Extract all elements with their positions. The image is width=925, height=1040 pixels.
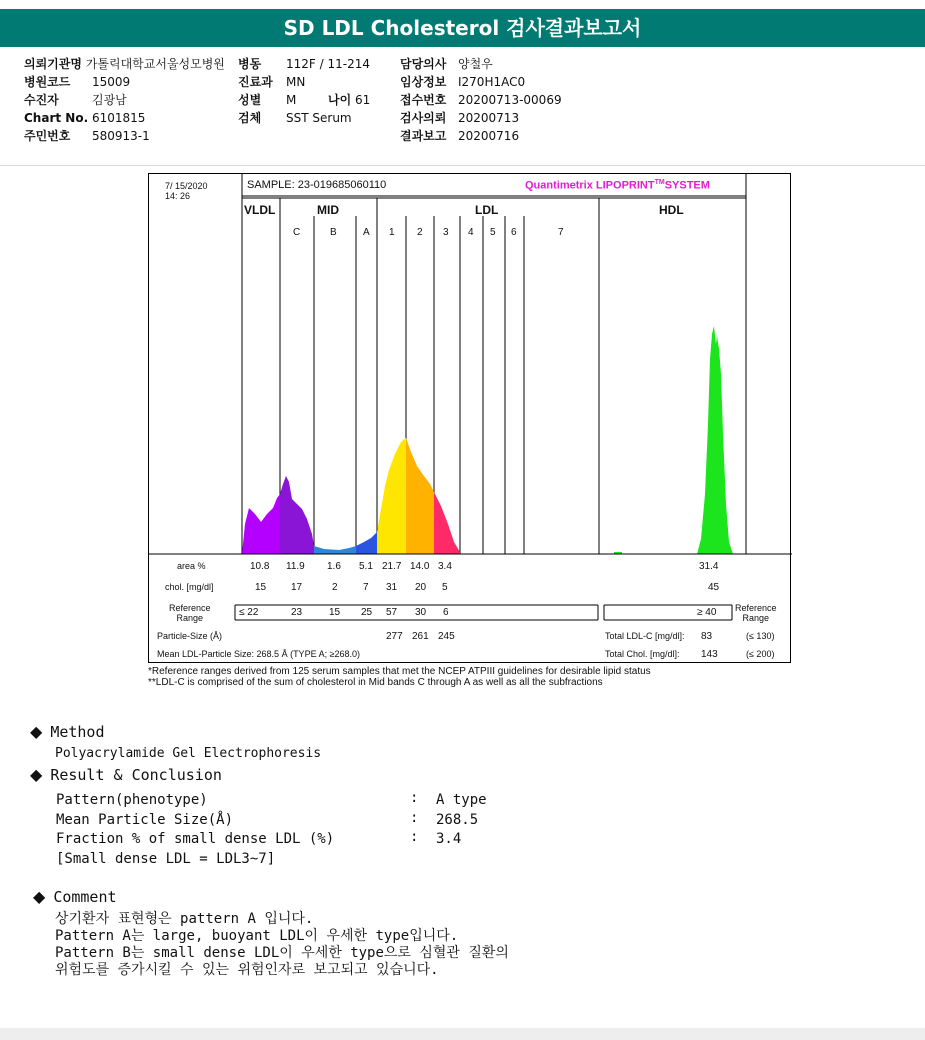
info-column-2 [238, 55, 398, 127]
chol-label: chol. [mg/dl] [165, 582, 214, 592]
ref-b: 15 [329, 607, 341, 618]
ldl1-peak [377, 438, 406, 554]
band-5: 5 [490, 227, 496, 238]
total-chol-value: 143 [701, 649, 718, 660]
electrophoresis-graph [149, 174, 792, 664]
ref-label-right: Reference Range [735, 603, 777, 623]
report-time: 14: 26 [165, 191, 191, 201]
report-date: 7/ 15/2020 [165, 181, 208, 191]
sample-id: SAMPLE: 23-019685060110 [247, 179, 387, 191]
info-row: 검사의뢰 20200713 [400, 111, 520, 125]
ref-a: 25 [361, 607, 373, 618]
result-value: 268.5 [436, 812, 479, 828]
band-3: 3 [443, 227, 449, 238]
chol-a: 7 [363, 582, 369, 593]
info-row: 주민번호 580913-1 [24, 129, 150, 143]
info-row: 임상정보 I270H1AC0 [400, 75, 526, 89]
chol-ldl1: 31 [386, 582, 398, 593]
age-label: 나이 [328, 93, 352, 107]
info-row: 결과보고 20200716 [400, 129, 520, 143]
result-label: Pattern(phenotype) [56, 792, 208, 808]
group-mid: MID [317, 203, 339, 217]
band-a: A [363, 227, 370, 238]
ref-ldl2: 30 [415, 607, 427, 618]
footnote-1: *Reference ranges derived from 125 serum samples that met the NCEP ATPIII guidelines for desirable lipid status [148, 666, 651, 677]
info-row: 접수번호 20200713-00069 [400, 93, 562, 107]
diamond-icon: ◆ [33, 887, 46, 906]
vldl-peak [242, 494, 280, 554]
total-chol-label: Total Chol. [mg/dl]: [605, 649, 680, 659]
comment-line: Pattern B는 small dense LDL이 우세한 type으로 심혈관 질환의 [55, 945, 509, 961]
band-b: B [330, 227, 337, 238]
band-2: 2 [417, 227, 423, 238]
ref-ldl3: 6 [443, 607, 449, 618]
chol-vldl: 15 [255, 582, 267, 593]
info-row: 진료과 MN [238, 75, 306, 89]
area-c: 11.9 [286, 561, 305, 572]
info-row: 검체 SST Serum [238, 111, 352, 125]
brand-name: Quantimetrix LIPOPRINT™SYSTEM [525, 179, 710, 192]
total-ldl-ref: (≤ 130) [746, 631, 775, 641]
band-1: 1 [389, 227, 395, 238]
mid-c-peak [280, 476, 314, 554]
psize-ldl1: 277 [386, 631, 403, 642]
footnote-2: **LDL-C is comprised of the sum of cholesterol in Mid bands C through A as well as all the subfractions [148, 677, 603, 688]
diamond-icon: ◆ [30, 765, 43, 784]
ref-vldl: ≤ 22 [239, 607, 259, 618]
diamond-icon: ◆ [30, 722, 43, 741]
area-a: 5.1 [359, 561, 373, 572]
info-column-1 [24, 55, 225, 145]
total-chol-ref: (≤ 200) [746, 649, 775, 659]
comment-heading: ◆ Comment [33, 887, 117, 906]
result-heading: ◆ Result & Conclusion [30, 765, 222, 784]
result-label: Mean Particle Size(Å) [56, 812, 234, 828]
mid-a-peak [356, 532, 377, 554]
ref-hdl: ≥ 40 [697, 607, 717, 618]
comment-line: 위험도를 증가시킬 수 있는 위험인자로 보고되고 있습니다. [55, 962, 439, 978]
result-note: [Small dense LDL = LDL3~7] [56, 851, 276, 867]
info-row: 병원코드 15009 [24, 75, 131, 89]
hdl-peak [697, 326, 733, 554]
info-row: 병동 112F / 11-214 [238, 57, 370, 71]
band-7: 7 [558, 227, 564, 238]
chol-ldl3: 5 [442, 582, 448, 593]
psize-ldl3: 245 [438, 631, 455, 642]
psize-ldl2: 261 [412, 631, 429, 642]
area-b: 1.6 [327, 561, 341, 572]
chol-ldl2: 20 [415, 582, 427, 593]
area-ldl1: 21.7 [382, 561, 402, 572]
result-value: 3.4 [436, 831, 462, 847]
divider [0, 165, 925, 166]
result-value: A type [436, 792, 487, 808]
band-6: 6 [511, 227, 517, 238]
result-sep: : [410, 810, 419, 826]
report-title: SD LDL Cholesterol 검사결과보고서 [0, 9, 925, 47]
area-ldl2: 14.0 [410, 561, 430, 572]
info-row: 수진자 김광남 [24, 93, 127, 107]
band-c: C [293, 227, 301, 238]
method-text: Polyacrylamide Gel Electrophoresis [55, 746, 322, 761]
mid-b-peak [314, 546, 356, 554]
info-row: 의뢰기관명 가톨릭대학교서울성모병원 [24, 57, 225, 71]
method-heading: ◆ Method [30, 722, 105, 741]
chol-c: 17 [291, 582, 303, 593]
info-column-3 [400, 55, 562, 145]
comment-line: Pattern A는 large, buoyant LDL이 우세한 type입니다. [55, 928, 459, 944]
info-row: Chart No. 6101815 [24, 111, 146, 125]
ref-c: 23 [291, 607, 303, 618]
area-ldl3: 3.4 [438, 561, 452, 572]
ldl2-peak [406, 438, 434, 554]
info-row: 담당의사 양철우 [400, 57, 493, 71]
ref-label-left: Reference Range [169, 603, 211, 623]
area-label: area % [177, 561, 206, 571]
mean-ldl-size: Mean LDL-Particle Size: 268.5 Å (TYPE A; ≥268.0) [157, 649, 361, 659]
ldl3-peak [434, 492, 460, 554]
chol-b: 2 [332, 582, 338, 593]
group-ldl: LDL [475, 203, 499, 217]
info-row: 성별 M 나이 61 [238, 93, 371, 107]
total-ldl-value: 83 [701, 631, 713, 642]
result-label: Fraction % of small dense LDL (%) [56, 831, 335, 847]
chol-hdl: 45 [708, 582, 720, 593]
ref-ldl1: 57 [386, 607, 398, 618]
age-value: 61 [355, 93, 371, 107]
particle-size-label: Particle-Size (Å) [157, 631, 223, 641]
result-sep: : [410, 790, 419, 806]
area-vldl: 10.8 [250, 561, 270, 572]
group-vldl: VLDL [244, 203, 276, 217]
band-4: 4 [468, 227, 474, 238]
comment-line: 상기환자 표현형은 pattern A 입니다. [55, 911, 314, 927]
area-hdl: 31.4 [699, 561, 719, 572]
page-bottom-bar [0, 1028, 925, 1040]
group-hdl: HDL [659, 203, 684, 217]
lipoprint-report [148, 173, 791, 663]
result-sep: : [410, 829, 419, 845]
total-ldl-label: Total LDL-C [mg/dl]: [605, 631, 685, 641]
